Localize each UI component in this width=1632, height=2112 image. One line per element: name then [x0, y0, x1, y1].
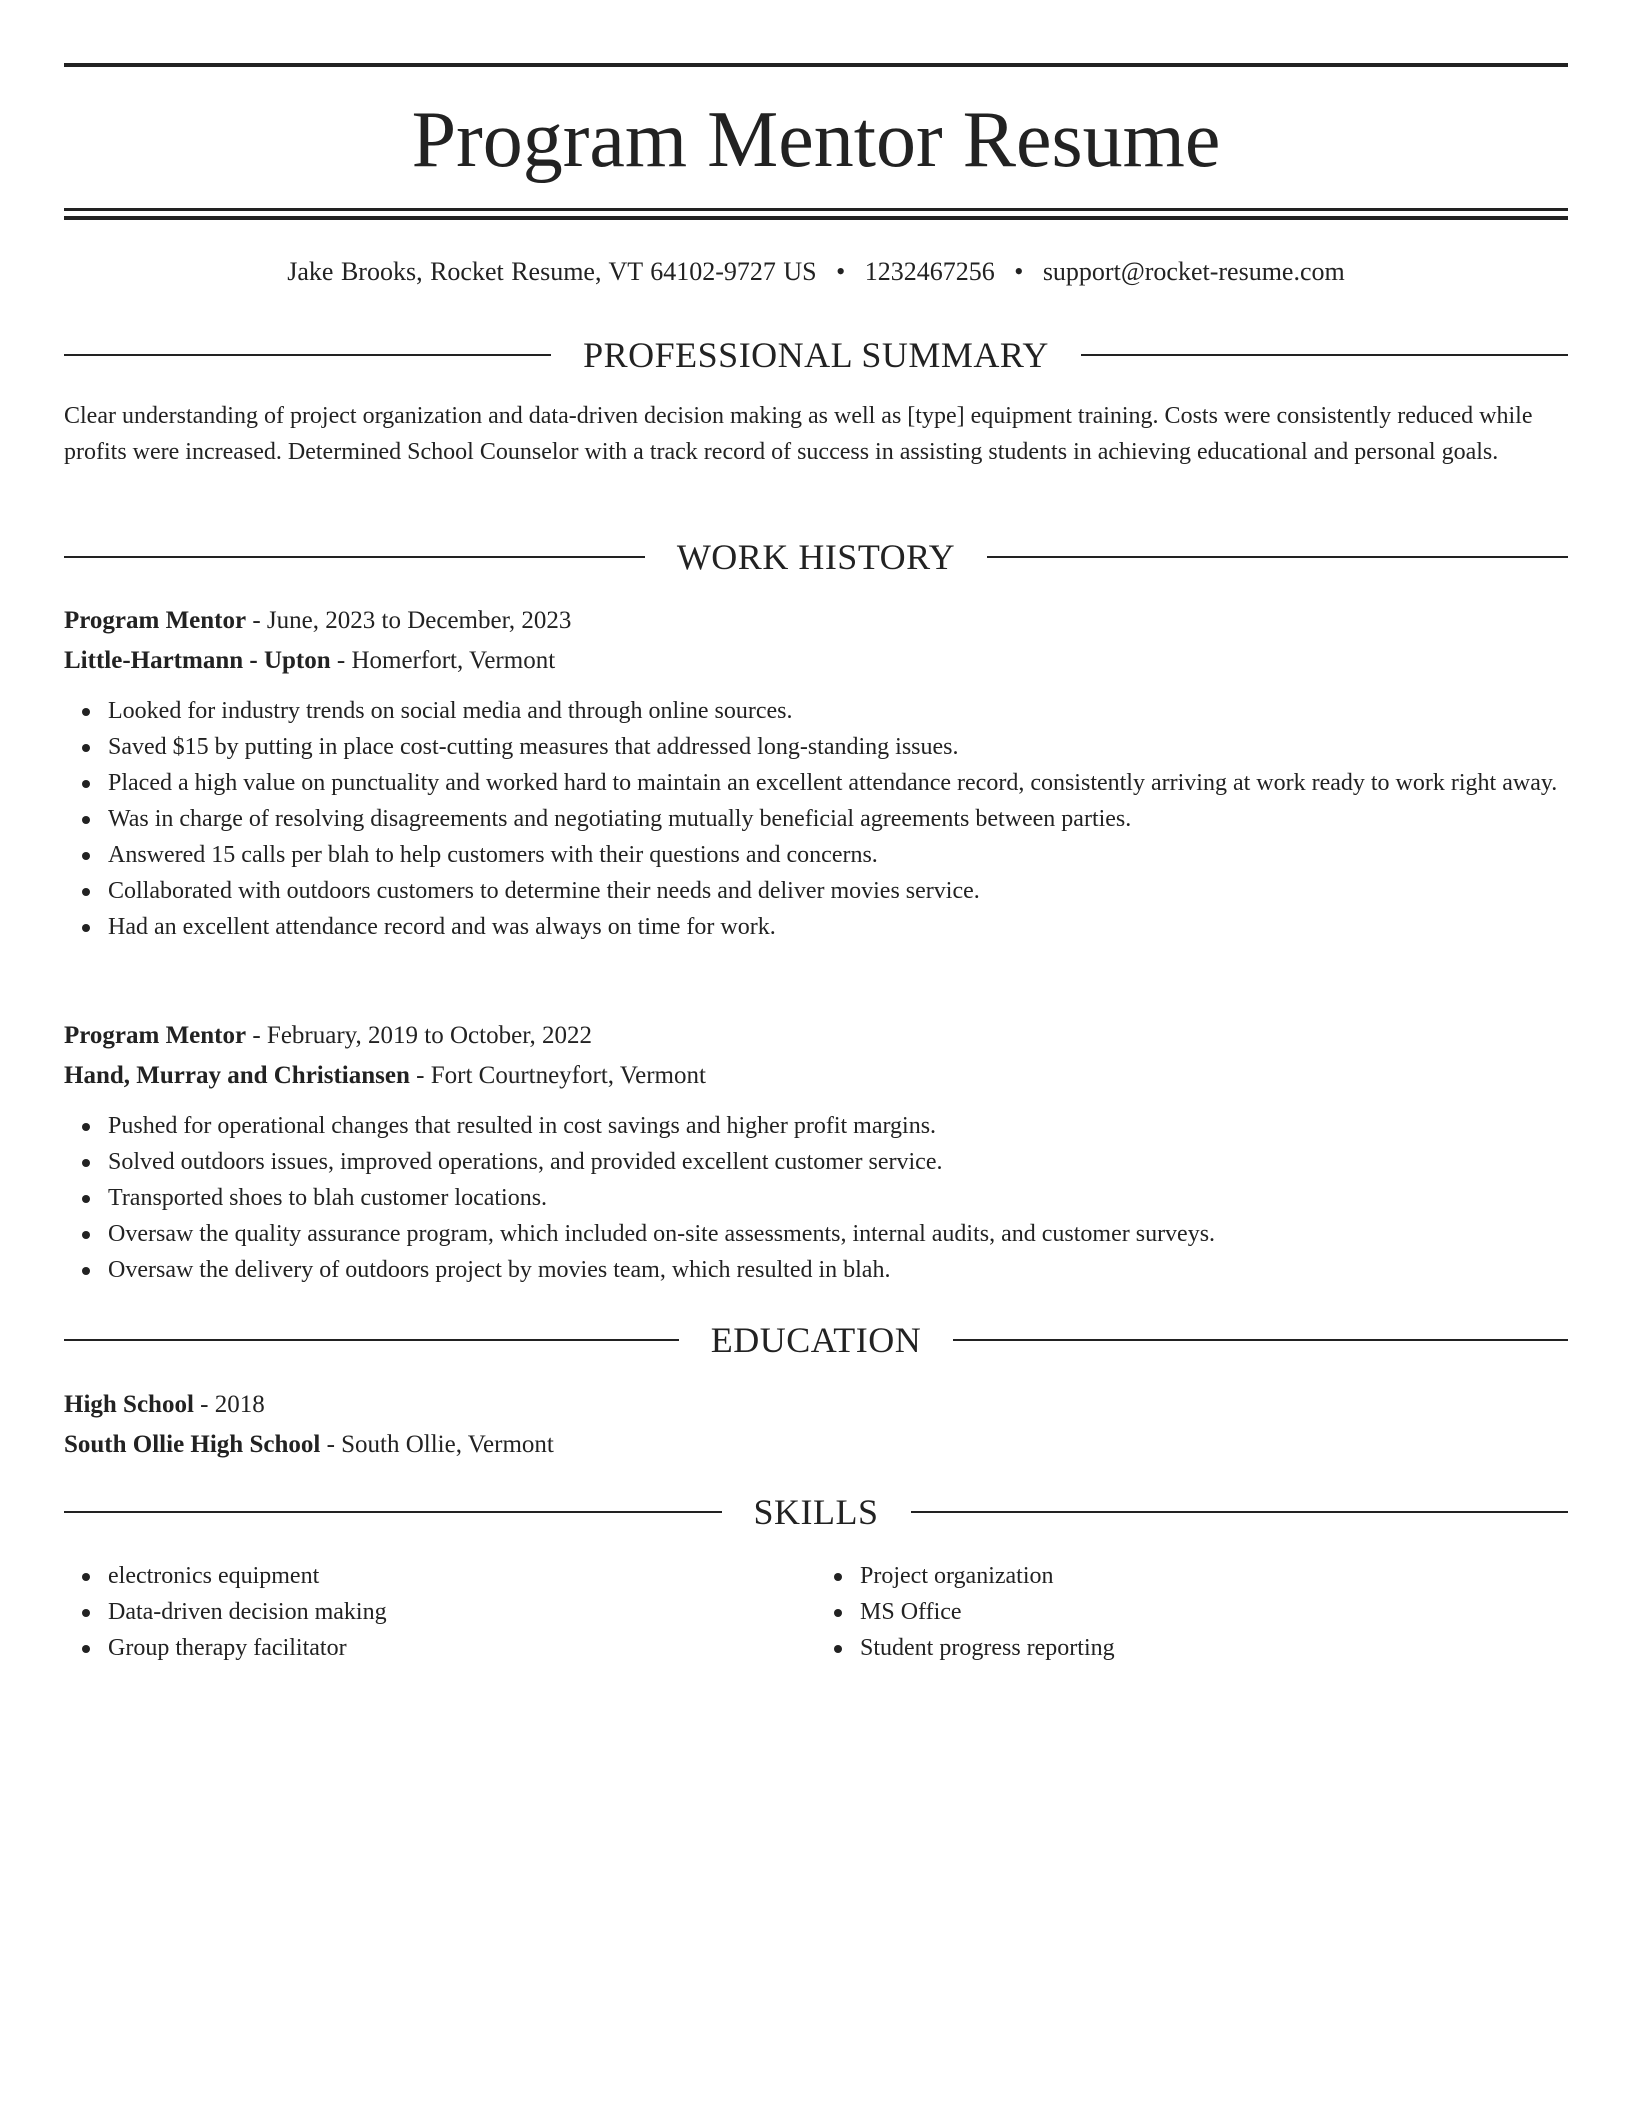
- contact-phone: 1232467256: [864, 257, 995, 286]
- skill-item: Data-driven decision making: [108, 1594, 816, 1630]
- section-header-summary: [64, 333, 1568, 377]
- list-item: Saved $15 by putting in place cost-cutting measures that addressed long-standing issues.: [108, 729, 1568, 765]
- list-item: Had an excellent attendance record and was always on time for work.: [108, 909, 1568, 945]
- section-rule: [64, 1339, 679, 1341]
- section-title: SKILLS: [753, 1492, 879, 1532]
- contact-line: [64, 254, 1568, 290]
- section-rule: [953, 1339, 1568, 1341]
- skills-column-right: [816, 1558, 1568, 1666]
- section-title: EDUCATION: [710, 1320, 922, 1360]
- section-title: WORK HISTORY: [676, 537, 956, 577]
- job-entry: [64, 1016, 1568, 1288]
- job-company: Little-Hartmann - Upton: [64, 647, 331, 674]
- section-rule: [64, 354, 551, 356]
- section-header-education: [64, 1318, 1568, 1362]
- list-item: Transported shoes to blah customer locations.: [108, 1180, 1568, 1216]
- list-item: Answered 15 calls per blah to help customers with their questions and concerns.: [108, 837, 1568, 873]
- job-bullets: [64, 693, 1568, 945]
- education-school: South Ollie High School: [64, 1431, 321, 1458]
- job-company-line: [64, 1056, 1568, 1096]
- job-location: - Homerfort, Vermont: [330, 647, 556, 674]
- skill-item: Project organization: [860, 1558, 1568, 1594]
- job-title: Program Mentor: [64, 607, 247, 634]
- job-dates: - February, 2019 to October, 2022: [246, 1022, 593, 1049]
- skills-list: [64, 1558, 1568, 1666]
- job-company: Hand, Murray and Christiansen: [64, 1062, 410, 1089]
- title-rule-lower: [64, 216, 1568, 220]
- education-entry: [64, 1385, 1568, 1465]
- contact-address: Jake Brooks, Rocket Resume, VT 64102-9727 US: [287, 257, 817, 286]
- education-school-line: [64, 1425, 1568, 1465]
- contact-separator: •: [836, 257, 846, 286]
- section-header-work: [64, 535, 1568, 579]
- list-item: Oversaw the quality assurance program, which included on-site assessments, internal audits, and customer surveys.: [108, 1216, 1568, 1252]
- skill-item: MS Office: [860, 1594, 1568, 1630]
- section-rule: [1081, 354, 1568, 356]
- job-entry: [64, 601, 1568, 945]
- job-title-line: [64, 601, 1568, 641]
- job-title-line: [64, 1016, 1568, 1056]
- skill-item: Student progress reporting: [860, 1630, 1568, 1666]
- section-rule: [64, 1511, 722, 1513]
- list-item: Looked for industry trends on social media and through online sources.: [108, 693, 1568, 729]
- job-title: Program Mentor: [64, 1022, 247, 1049]
- skill-item: electronics equipment: [108, 1558, 816, 1594]
- section-header-skills: [64, 1490, 1568, 1534]
- list-item: Pushed for operational changes that resulted in cost savings and higher profit margins.: [108, 1108, 1568, 1144]
- list-item: Solved outdoors issues, improved operations, and provided excellent customer service.: [108, 1144, 1568, 1180]
- list-item: Placed a high value on punctuality and worked hard to maintain an excellent attendance record, consistently arriving at work ready to work right away.: [108, 765, 1568, 801]
- job-bullets: [64, 1108, 1568, 1288]
- section-rule: [911, 1511, 1569, 1513]
- page-title: Program Mentor Resume: [411, 96, 1221, 184]
- contact-email: support@rocket-resume.com: [1042, 257, 1345, 286]
- education-year: - 2018: [193, 1391, 265, 1418]
- contact-separator: •: [1014, 257, 1024, 286]
- summary-text: Clear understanding of project organization and data-driven decision making as well as [type] equipment training. Costs were consistently reduced while profits were increased. Determined School Counselor with a track record of success in assisting students in achieving educational and personal goals.: [64, 403, 1533, 465]
- skills-column-left: [64, 1558, 816, 1666]
- list-item: Oversaw the delivery of outdoors project by movies team, which resulted in blah.: [108, 1252, 1568, 1288]
- section-title: PROFESSIONAL SUMMARY: [583, 335, 1049, 375]
- list-item: Was in charge of resolving disagreements and negotiating mutually beneficial agreements between parties.: [108, 801, 1568, 837]
- job-company-line: [64, 641, 1568, 681]
- job-dates: - June, 2023 to December, 2023: [246, 607, 572, 634]
- education-location: - South Ollie, Vermont: [320, 1431, 554, 1458]
- job-location: - Fort Courtneyfort, Vermont: [409, 1062, 706, 1089]
- skill-item: Group therapy facilitator: [108, 1630, 816, 1666]
- education-degree: High School: [64, 1391, 194, 1418]
- education-degree-line: [64, 1385, 1568, 1425]
- top-rule: [64, 63, 1568, 67]
- list-item: Collaborated with outdoors customers to determine their needs and deliver movies service.: [108, 873, 1568, 909]
- section-rule: [64, 556, 645, 558]
- section-rule: [987, 556, 1568, 558]
- title-rule-upper: [64, 208, 1568, 211]
